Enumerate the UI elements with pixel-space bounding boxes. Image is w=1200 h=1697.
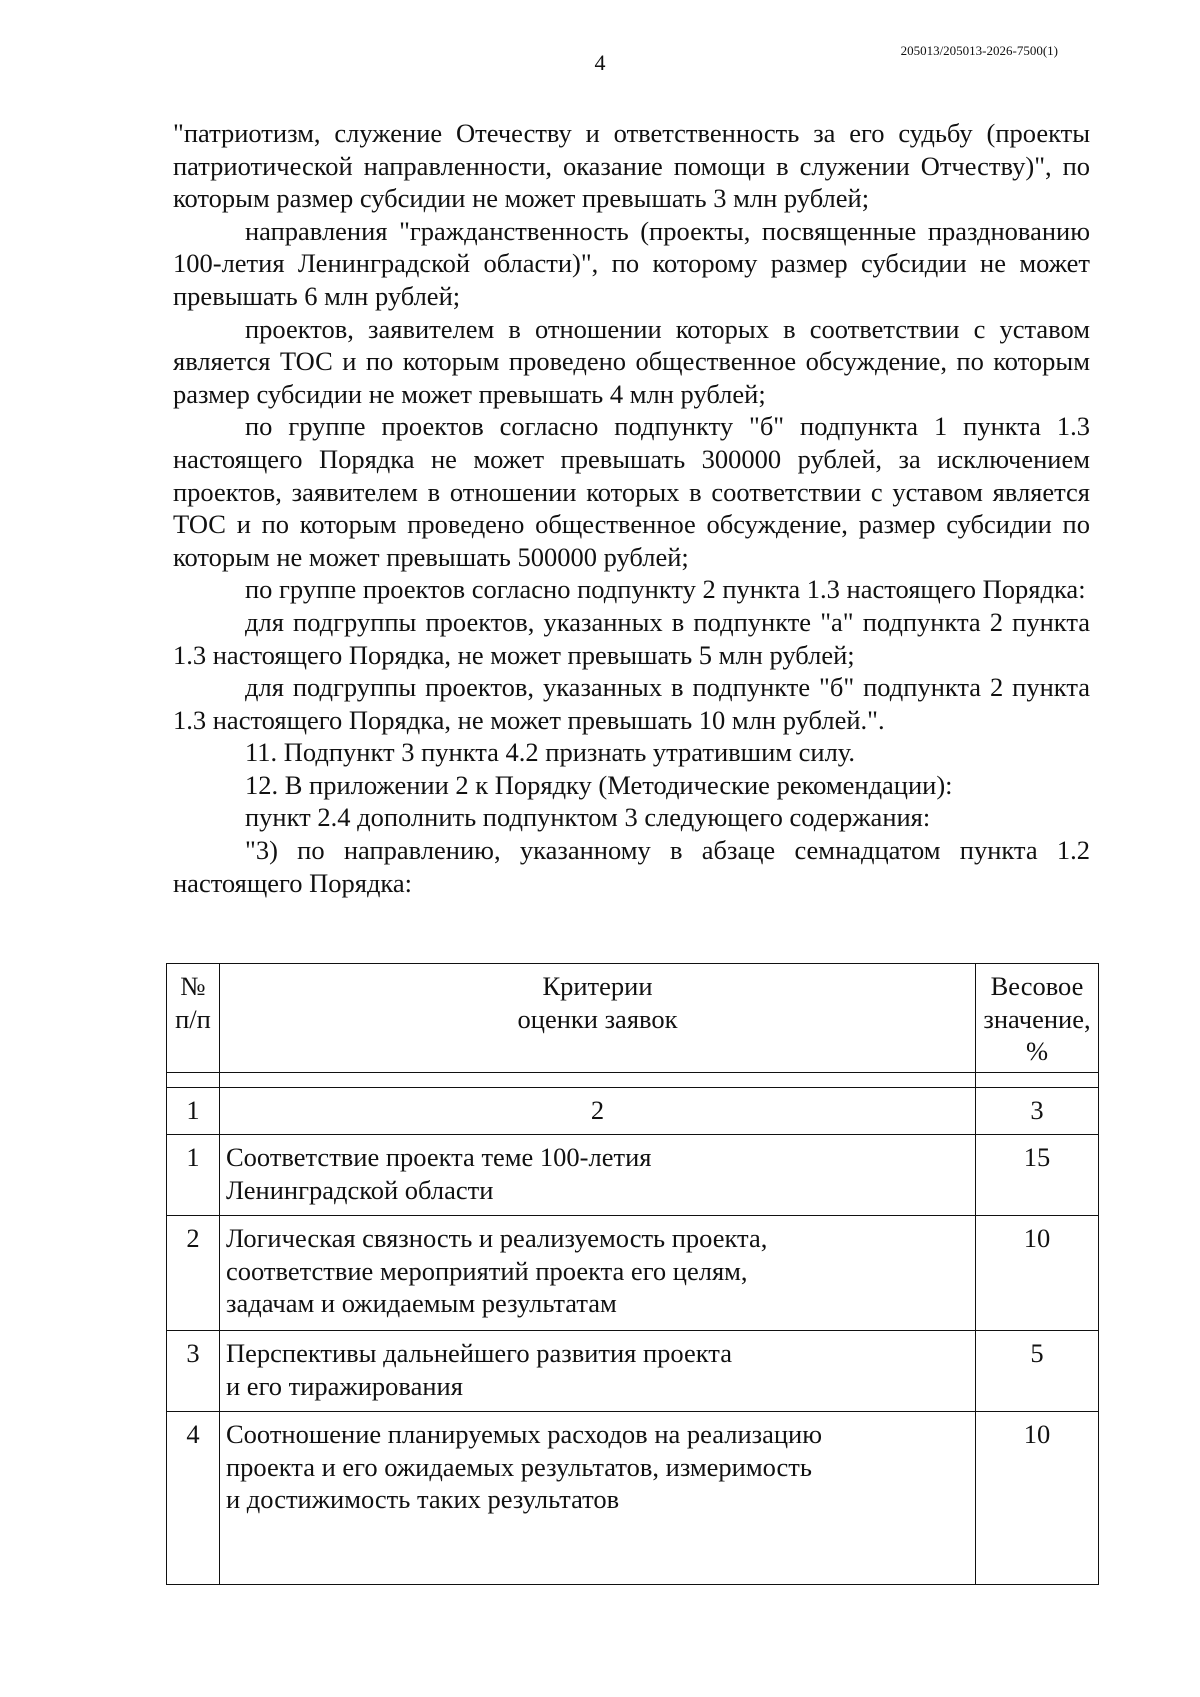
row-criteria — [220, 1216, 976, 1331]
criteria-line: и достижимость таких результатов — [226, 1484, 620, 1515]
column-number: 2 — [220, 1088, 976, 1135]
column-number-row — [167, 1088, 1099, 1135]
criteria-line: соответствие мероприятий проекта его целям, — [226, 1255, 748, 1286]
row-number: 4 — [167, 1412, 220, 1585]
column-number: 3 — [976, 1088, 1099, 1135]
row-weight: 15 — [976, 1135, 1099, 1216]
table-row — [167, 1412, 1099, 1585]
body-text — [173, 117, 1090, 899]
paragraph: направления "гражданственность (проекты, посвященные празднованию 100-летия Ленинградской области)", по которому размер субсидии не может превышать 6 млн рублей; — [173, 215, 1090, 311]
table-separator-row — [167, 1073, 1099, 1088]
row-criteria — [220, 1135, 976, 1216]
table-row — [167, 1331, 1099, 1412]
paragraph: 11. Подпункт 3 пункта 4.2 признать утратившим силу. — [245, 737, 856, 768]
header-criteria-line: Критерии — [542, 971, 653, 1001]
table-row — [167, 1135, 1099, 1216]
paragraph: пункт 2.4 дополнить подпунктом 3 следующего содержания: — [245, 802, 931, 833]
header-weight-line: % — [1025, 1036, 1049, 1067]
header-weight-line: значение, — [983, 1003, 1091, 1034]
criteria-line: Ленинградской области — [226, 1174, 494, 1205]
header-num-line: п/п — [175, 1003, 211, 1034]
criteria-line: Соотношение планируемых расходов на реализацию — [226, 1419, 823, 1449]
row-weight: 10 — [976, 1412, 1099, 1585]
criteria-line: Логическая связность и реализуемость проекта, — [226, 1223, 768, 1253]
criteria-line: проекта и его ожидаемых результатов, измеримость — [226, 1451, 812, 1482]
page-number: 4 — [594, 50, 606, 75]
paragraph: проектов, заявителем в отношении которых в соответствии с уставом является ТОС и по которым проведено общественное обсуждение, по которым размер субсидии не может превышать 4 млн рублей; — [173, 313, 1090, 409]
paragraph: 12. В приложении 2 к Порядку (Методические рекомендации): — [245, 769, 953, 800]
paragraph: для подгруппы проектов, указанных в подпункте "б" подпункта 2 пункта 1.3 настоящего Порядка, не может превышать 10 млн рублей.". — [173, 672, 1090, 735]
paragraph: по группе проектов согласно подпункту "б" подпункта 1 пункта 1.3 настоящего Порядка не может превышать 300000 рублей, за исключением проектов, заявителем в отношении которых в соответствии с уставом является ТОС и по которым проведено общественное обсуждение, размер субсидии по которым не может превышать 500000 рублей; — [173, 411, 1090, 572]
paragraph: для подгруппы проектов, указанных в подпункте "а" подпункта 2 пункта 1.3 настоящего Порядка, не может превышать 5 млн рублей; — [173, 606, 1090, 670]
criteria-line: задачам и ожидаемым результатам — [226, 1288, 617, 1319]
row-criteria — [220, 1412, 976, 1585]
paragraph: по группе проектов согласно подпункту 2 пункта 1.3 настоящего Порядка: — [245, 574, 1086, 605]
header-num-line: № — [180, 971, 206, 1001]
header-criteria-cell — [220, 964, 976, 1073]
criteria-table — [166, 963, 1099, 1585]
document-id: 205013/205013-2026-7500(1) — [900, 43, 1058, 58]
table-row — [167, 1216, 1099, 1331]
row-weight: 5 — [976, 1331, 1099, 1412]
row-weight: 10 — [976, 1216, 1099, 1331]
criteria-line: и его тиражирования — [226, 1370, 463, 1401]
header-criteria-line: оценки заявок — [517, 1003, 678, 1034]
row-criteria — [220, 1331, 976, 1412]
criteria-line: Соответствие проекта теме 100-летия — [226, 1142, 652, 1172]
header-num-cell — [167, 964, 220, 1073]
header-weight-cell — [976, 964, 1099, 1073]
criteria-line: Перспективы дальнейшего развития проекта — [226, 1338, 732, 1368]
table-header-row — [167, 964, 1099, 1073]
row-number: 2 — [167, 1216, 220, 1331]
header-weight-line: Весовое — [990, 971, 1084, 1001]
column-number: 1 — [167, 1088, 220, 1135]
row-number: 3 — [167, 1331, 220, 1412]
paragraph: "патриотизм, служение Отечеству и ответственность за его судьбу (проекты патриотической направленности, оказание помощи в служении Отчеству)", по которым размер субсидии не может превышать 3 млн рублей; — [173, 118, 1090, 214]
row-number: 1 — [167, 1135, 220, 1216]
paragraph: "3) по направлению, указанному в абзаце семнадцатом пункта 1.2 настоящего Порядка: — [173, 835, 1090, 898]
